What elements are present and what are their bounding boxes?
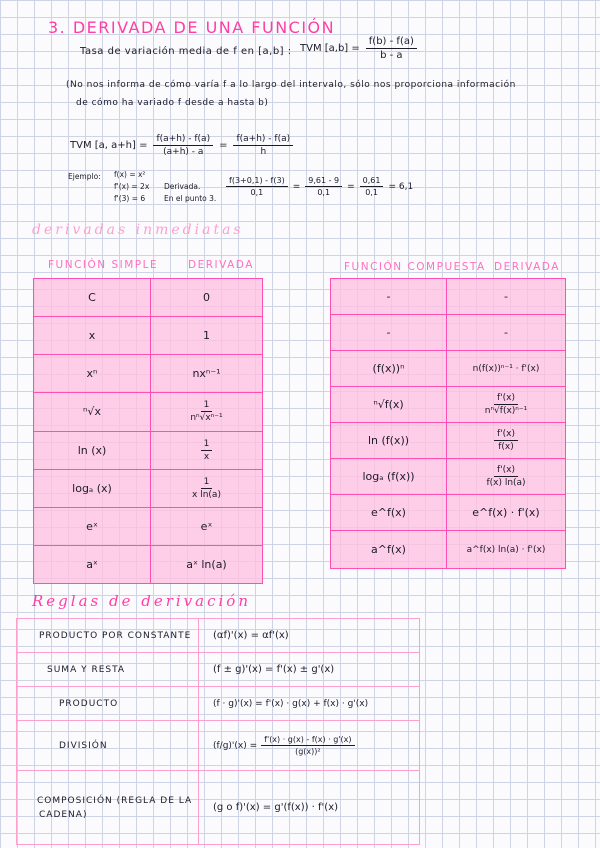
rule-name: PRODUCTO POR CONSTANTE	[17, 619, 199, 653]
example-line-3-note: En el punto 3.	[164, 194, 217, 203]
composite-deriv-cell: -	[447, 315, 566, 351]
table-row	[331, 531, 566, 569]
deriv-num: 1	[201, 477, 213, 489]
example-label: Ejemplo:	[68, 172, 101, 181]
composite-derivatives-table	[330, 278, 566, 569]
table-row	[17, 771, 420, 845]
simple-deriv-cell	[151, 469, 263, 507]
example-line-1: f(x) = x²	[114, 170, 146, 179]
rule-formula: (f · g)'(x) = f'(x) · g(x) + f(x) · g'(x)	[199, 687, 420, 721]
simple-func-cell: x	[34, 317, 151, 355]
composite-deriv-cell	[447, 387, 566, 423]
composite-deriv-cell: e^f(x) · f'(x)	[447, 495, 566, 531]
rule-formula: (αf)'(x) = αf'(x)	[199, 619, 420, 653]
deriv-num: f'(x)	[494, 393, 518, 405]
deriv-fraction	[486, 465, 525, 488]
deriv-fraction	[494, 429, 518, 452]
composite-func-cell: ln (f(x))	[331, 423, 447, 459]
table-row	[17, 653, 420, 687]
table-row	[34, 279, 263, 317]
tvm-formula	[300, 36, 417, 61]
deriv-num: 1	[201, 400, 213, 412]
rule-name-line-1: COMPOSICIÓN (REGLA DE LA	[37, 795, 193, 806]
tvm-h-equals: =	[219, 140, 228, 151]
example-line-2-note: Derivada.	[164, 182, 201, 191]
simple-deriv-cell: aˣ ln(a)	[151, 545, 263, 583]
simple-deriv-cell: 1	[151, 317, 263, 355]
table-row	[331, 315, 566, 351]
composite-func-cell: e^f(x)	[331, 495, 447, 531]
deriv-num: f'(x)	[494, 429, 518, 441]
deriv-fraction	[192, 477, 221, 500]
tvm-label: Tasa de variación media de f en [a,b] :	[80, 46, 292, 57]
composite-header-function: FUNCIÓN COMPUESTA	[344, 261, 486, 273]
tvm-h-formula	[70, 134, 293, 157]
example-eq-1: =	[292, 181, 301, 192]
deriv-den: f(x)	[498, 442, 514, 452]
table-row	[331, 423, 566, 459]
example-eq-2: =	[347, 181, 355, 192]
tvm-h-fraction-1	[153, 134, 213, 157]
rule-name-line-2: CADENA)	[39, 809, 88, 820]
table-row	[34, 545, 263, 583]
table-row	[34, 469, 263, 507]
table-row	[34, 431, 263, 469]
composite-func-cell: (f(x))ⁿ	[331, 351, 447, 387]
division-fraction	[261, 735, 354, 756]
division-lhs: (f/g)'(x) =	[213, 740, 258, 751]
composite-func-cell: -	[331, 315, 447, 351]
composite-deriv-cell: a^f(x) ln(a) · f'(x)	[447, 531, 566, 569]
example-frac-1-den: 0,1	[250, 188, 264, 197]
simple-deriv-cell: nxⁿ⁻¹	[151, 355, 263, 393]
example-line-2: f'(x) = 2x	[114, 182, 150, 191]
simple-func-cell: C	[34, 279, 151, 317]
simple-func-cell: ⁿ√x	[34, 393, 151, 431]
derivation-rules-table	[16, 618, 420, 845]
note-line-1: (No nos informa de cómo varía f a lo largo del intervalo, sólo nos proporciona información	[66, 80, 516, 90]
composite-func-cell: -	[331, 279, 447, 315]
table-row	[331, 351, 566, 387]
rule-formula	[199, 721, 420, 771]
rule-formula: (g o f)'(x) = g'(f(x)) · f'(x)	[199, 771, 420, 845]
composite-deriv-cell: -	[447, 279, 566, 315]
example-frac-3	[360, 176, 384, 197]
table-row	[331, 387, 566, 423]
table-row	[331, 495, 566, 531]
simple-derivatives-table	[33, 278, 263, 584]
simple-header-derivative: DERIVADA	[188, 259, 254, 271]
deriv-den: nⁿ√xⁿ⁻¹	[190, 413, 223, 424]
division-num: f'(x) · g(x) - f(x) · g'(x)	[261, 735, 354, 746]
tvm-h-num-2: f(a+h) - f(a)	[233, 134, 293, 146]
deriv-den: x	[203, 451, 210, 462]
table-row	[34, 355, 263, 393]
simple-deriv-cell	[151, 431, 263, 469]
example-frac-3-den: 0,1	[365, 188, 378, 197]
simple-func-cell: eˣ	[34, 507, 151, 545]
table-row	[34, 317, 263, 355]
tvm-numerator: f(b) - f(a)	[366, 36, 417, 49]
deriv-fraction	[190, 400, 222, 423]
simple-header-function: FUNCIÓN SIMPLE	[48, 259, 159, 271]
rule-formula: (f ± g)'(x) = f'(x) ± g'(x)	[199, 653, 420, 687]
composite-func-cell: ⁿ√f(x)	[331, 387, 447, 423]
example-frac-2-num: 9,61 - 9	[305, 176, 342, 187]
deriv-fraction	[201, 439, 213, 462]
rules-heading: Reglas de derivación	[32, 592, 251, 610]
deriv-den: nⁿ√f(x)ⁿ⁻¹	[484, 406, 528, 416]
division-den: (g(x))²	[295, 747, 321, 756]
deriv-num: 1	[201, 439, 213, 451]
composite-deriv-cell	[447, 459, 566, 495]
composite-deriv-cell	[447, 423, 566, 459]
table-row	[331, 459, 566, 495]
rule-name: DIVISIÓN	[17, 721, 199, 771]
tvm-denominator: b - a	[380, 50, 403, 61]
rule-name	[17, 771, 199, 845]
page-title: 3. DERIVADA DE UNA FUNCIÓN	[48, 18, 336, 37]
example-frac-2-den: 0,1	[317, 188, 331, 197]
table-row	[17, 687, 420, 721]
deriv-fraction	[485, 393, 528, 416]
table-row	[34, 393, 263, 431]
deriv-den: x ln(a)	[192, 489, 221, 500]
tvm-fraction	[366, 36, 417, 61]
division-formula	[213, 735, 419, 756]
composite-header-derivative: DERIVADA	[494, 261, 560, 273]
example-frac-1-num: f(3+0,1) - f(3)	[226, 176, 288, 187]
note-line-2: de cómo ha variado f desde a hasta b)	[76, 98, 269, 108]
tvm-h-fraction-2	[233, 134, 293, 157]
example-result: = 6,1	[388, 181, 414, 192]
tvm-h-num-1: f(a+h) - f(a)	[153, 134, 213, 146]
table-row	[17, 619, 420, 653]
example-calc	[226, 176, 413, 197]
tvm-h-lhs: TVM [a, a+h] =	[70, 140, 148, 151]
table-row	[17, 721, 420, 771]
example-frac-3-num: 0,61	[360, 176, 384, 187]
table-row	[331, 279, 566, 315]
example-frac-1	[226, 176, 288, 197]
example-line-3: f'(3) = 6	[114, 194, 146, 203]
composite-deriv-cell: n(f(x))ⁿ⁻¹ · f'(x)	[447, 351, 566, 387]
simple-deriv-cell: 0	[151, 279, 263, 317]
tvm-lhs: TVM [a,b] =	[300, 43, 360, 54]
simple-deriv-cell: eˣ	[151, 507, 263, 545]
rule-name: PRODUCTO	[17, 687, 199, 721]
simple-func-cell: xⁿ	[34, 355, 151, 393]
deriv-num: f'(x)	[494, 465, 518, 477]
simple-func-cell: ln (x)	[34, 431, 151, 469]
simple-func-cell: logₐ (x)	[34, 469, 151, 507]
tvm-h-den-1: (a+h) - a	[163, 147, 204, 157]
immediate-heading: derivadas inmediatas	[32, 222, 244, 238]
rule-name: SUMA Y RESTA	[17, 653, 199, 687]
composite-func-cell: a^f(x)	[331, 531, 447, 569]
tvm-h-den-2: h	[260, 147, 267, 157]
table-row	[34, 507, 263, 545]
simple-deriv-cell	[151, 393, 263, 431]
example-frac-2	[305, 176, 342, 197]
composite-func-cell: logₐ (f(x))	[331, 459, 447, 495]
simple-func-cell: aˣ	[34, 545, 151, 583]
deriv-den: f(x) ln(a)	[486, 478, 526, 488]
